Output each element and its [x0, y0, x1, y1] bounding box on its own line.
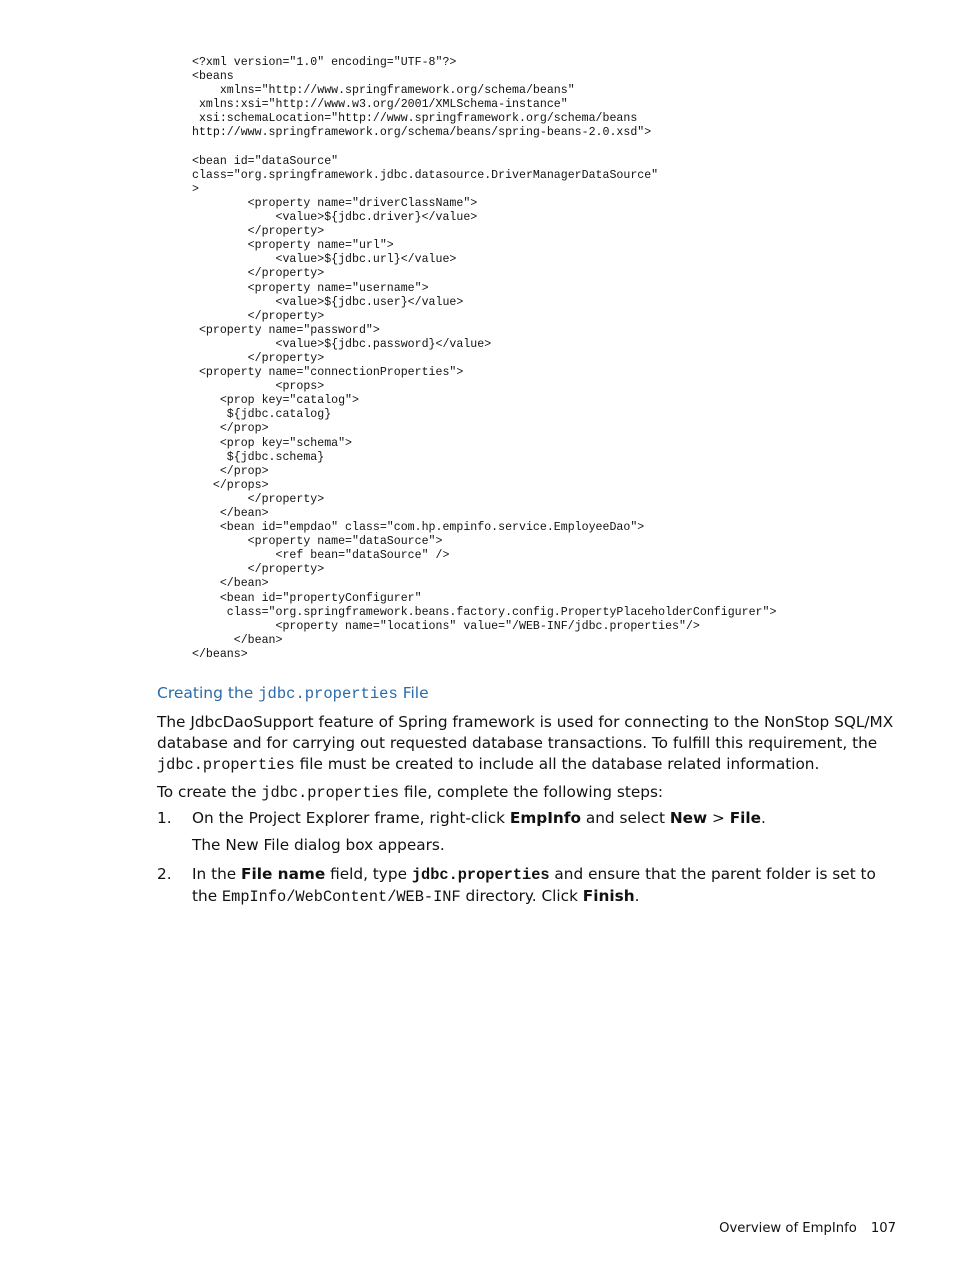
steps-intro-text-1: To create the — [157, 783, 262, 801]
intro-code: jdbc.properties — [157, 756, 295, 774]
page-number: 107 — [870, 1221, 896, 1236]
step-2-code: EmpInfo/WebContent/WEB-INF — [221, 888, 461, 906]
steps-intro-code: jdbc.properties — [261, 784, 400, 802]
step-2-finish: Finish — [582, 887, 635, 905]
section-heading — [157, 684, 429, 703]
step-1-period: . — [761, 809, 766, 827]
step-1-text-a: On the Project Explorer frame, right-click — [192, 809, 510, 827]
footer-title: Overview of EmpInfo — [719, 1221, 857, 1236]
step-2-text-b: field, type — [325, 865, 412, 883]
step-2-period: . — [634, 887, 640, 905]
step-1-separator: > — [707, 809, 730, 827]
step-2-text-c: and ensure that the parent folder is set to the — [192, 865, 876, 905]
step-text — [192, 864, 902, 908]
step-1-new: New — [669, 809, 708, 827]
intro-paragraph — [157, 712, 902, 776]
step-1-text-b: and select — [581, 809, 670, 827]
heading-prefix: Creating the — [157, 684, 259, 702]
step-number: 1. — [157, 809, 172, 827]
page-footer — [620, 1221, 896, 1236]
heading-code: jdbc.properties — [258, 685, 398, 703]
step-1-empinfo: EmpInfo — [509, 809, 581, 827]
step-2-code-bold: jdbc.properties — [411, 866, 550, 884]
steps-intro — [157, 782, 902, 804]
step-2-text-a: In the — [192, 865, 242, 883]
intro-text-1: The JdbcDaoSupport feature of Spring framework is used for connecting to the NonStop SQL/MX database and for carrying out requested database transactions. To fulfill this requirement, the — [157, 713, 894, 752]
step-2-text-d: directory. Click — [460, 887, 583, 905]
step-1-result: The New File dialog box appears. — [192, 836, 445, 854]
heading-suffix: File — [397, 684, 429, 702]
step-number: 2. — [157, 865, 172, 883]
intro-text-2: file must be created to include all the database related information. — [294, 755, 820, 773]
step-1-file: File — [729, 809, 761, 827]
xml-code-listing: <?xml version="1.0" encoding="UTF-8"?> <beans xmlns="http://www.springframework.org/schema/beans" xmlns:xsi="http://www.w3.org/2001/XMLSchema-instance" xsi:schemaLocation="http://www.springframework.org/schema/beans http://www.springframework.org/schema/beans/spring-beans-2.0.xsd"> <bean id="dataSource" class="org.springframework.jdbc.datasource.DriverManagerDataSource" > <property name="driverClassName"> <value>${jdbc.driver}</value> </property> <property name="url"> <value>${jdbc.url}</value> </property> <property name="username"> <value>${jdbc.user}</value> </property> <property name="password"> <value>${jdbc.password}</value> </property> <property name="connectionProperties"> <props> <prop key="catalog"> ${jdbc.catalog} </prop> <prop key="schema"> ${jdbc.schema} </prop> </props> </property> </bean> <bean id="empdao" class="com.hp.empinfo.service.EmployeeDao"> <property name="dataSource"> <ref bean="dataSource" /> </property> </bean> <bean id="propertyConfigurer" class="org.springframework.beans.factory.config.PropertyPlaceholderConfigurer"> <property name="locations" value="/WEB-INF/jdbc.properties"/> </bean> </beans> — [192, 56, 777, 661]
step-text — [192, 808, 902, 829]
step-2-file-name: File name — [241, 865, 326, 883]
steps-intro-text-2: file, complete the following steps: — [399, 783, 664, 801]
